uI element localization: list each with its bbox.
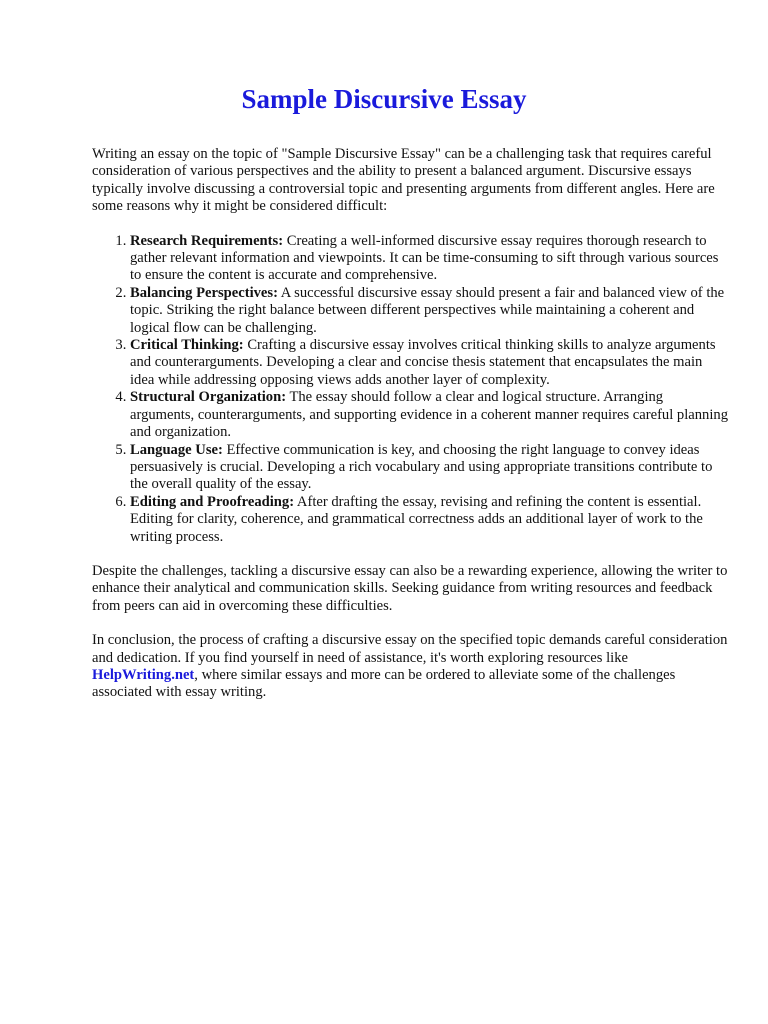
list-item (130, 233, 728, 285)
conclusion-text-after: , where similar essays and more can be ordered to alleviate some of the challenges associated with essay writing. (92, 666, 676, 701)
reason-text: The essay should follow a clear and logical structure. Arranging arguments, counterarguments, and supporting evidence in a coherent manner requires careful planning and organization. (130, 389, 729, 441)
page-title: Sample Discursive Essay (241, 84, 527, 114)
list-item (130, 494, 728, 546)
reason-text: Crafting a discursive essay involves critical thinking skills to analyze arguments and counterarguments. Developing a clear and concise thesis statement that encapsulates the main idea while addressing opposing views adds another layer of complexity. (130, 337, 716, 388)
conclusion-paragraph (92, 632, 728, 702)
conclusion-text-before: In conclusion, the process of crafting a discursive essay on the specified topic demands careful consideration and dedication. If you find yourself in need of assistance, it's worth exploring resources like (92, 632, 728, 666)
reason-text: Creating a well-informed discursive essay requires thorough research to gather relevant information and viewpoints. It can be time-consuming to sift through various sources to ensure the content is accurate and comprehensive. (130, 232, 719, 284)
list-item (130, 442, 728, 494)
reason-term: Structural Organization: (130, 389, 287, 406)
reason-term: Editing and Proofreading: (130, 493, 295, 510)
reason-term: Balancing Perspectives: (130, 284, 278, 301)
essay-body (92, 146, 728, 719)
list-item (130, 337, 728, 389)
reason-text: Effective communication is key, and choosing the right language to convey ideas persuasively is crucial. Developing a rich vocabulary and using appropriate transitions contribute to the overall quality of the essay. (130, 441, 713, 493)
reason-term: Critical Thinking: (130, 337, 244, 354)
reason-text: After drafting the essay, revising and refining the content is essential. Editing for clarity, coherence, and grammatical correctness adds an additional layer of work to the writing process. (130, 493, 703, 545)
helpwriting-link[interactable]: HelpWriting.net (92, 666, 195, 683)
challenges-paragraph: Despite the challenges, tackling a discursive essay can also be a rewarding experience, allowing the writer to enhance their analytical and communication skills. Seeking guidance from writing resources and feedback from peers can aid in overcoming these difficulties. (92, 562, 728, 614)
list-item (130, 285, 728, 337)
reason-text: A successful discursive essay should present a fair and balanced view of the topic. Striking the right balance between different perspectives while maintaining a coherent and logical flow can be challenging. (130, 284, 725, 336)
reason-term: Research Requirements: (130, 232, 284, 249)
intro-paragraph: Writing an essay on the topic of "Sample Discursive Essay" can be a challenging task that requires careful consideration of various perspectives and the ability to present a balanced argument. Discursive essays typically involve discussing a controversial topic and presenting arguments from different angles. Here are some reasons why it might be considered difficult: (92, 146, 715, 215)
reasons-list (92, 233, 728, 546)
reason-term: Language Use: (130, 441, 223, 458)
list-item (130, 389, 728, 441)
